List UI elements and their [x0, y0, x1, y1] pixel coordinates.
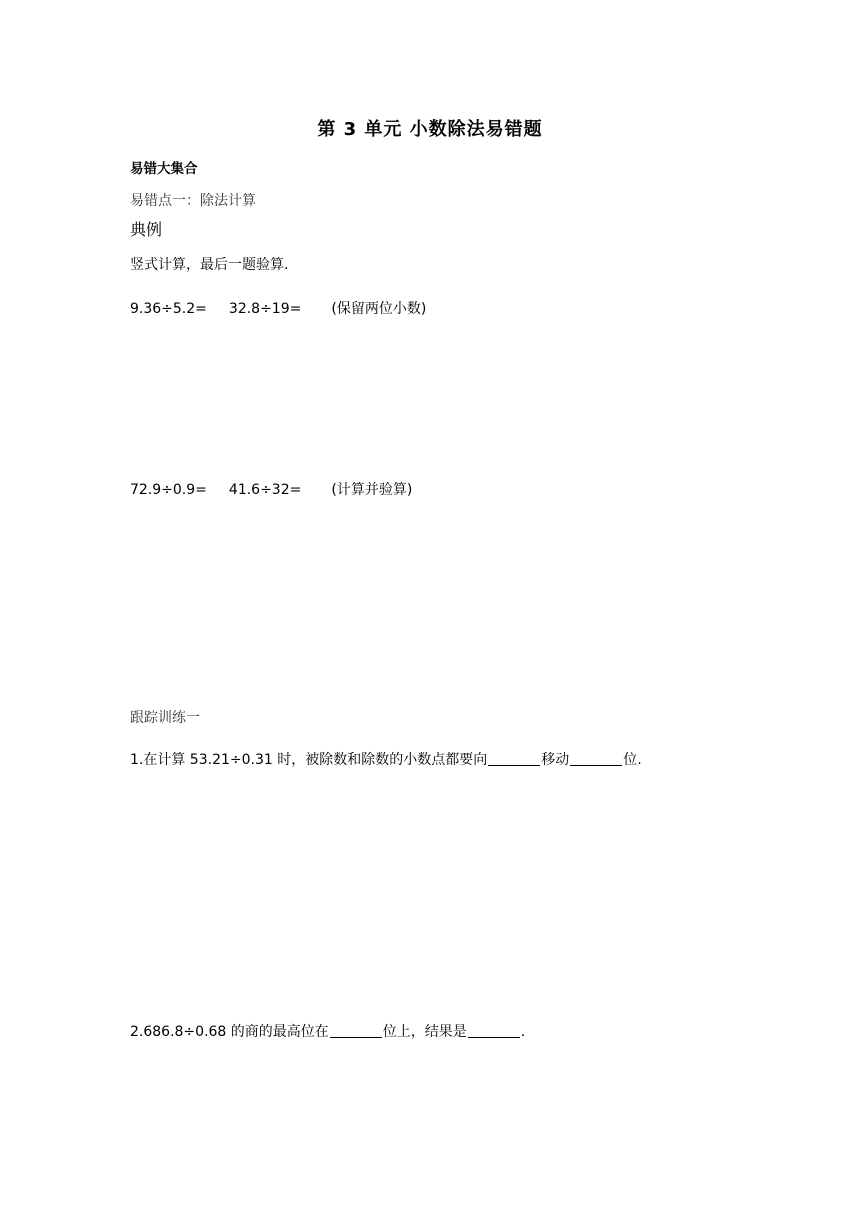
expression-4: 41.6÷32=	[228, 482, 302, 498]
question-2	[130, 1021, 525, 1041]
expression-1: 9.36÷5.2=	[130, 301, 207, 317]
error-point-heading: 易错点一：除法计算	[130, 193, 256, 209]
page-title: 第 3 单元 小数除法易错题	[317, 119, 543, 140]
follow-up-heading: 跟踪训练一	[130, 710, 200, 726]
answer-blank-result[interactable]	[468, 1023, 520, 1038]
expression-note-2: (计算并验算)	[331, 482, 413, 498]
question-2-text-c: .	[520, 1024, 526, 1040]
example-line-2	[130, 479, 412, 499]
example-label: 典例	[130, 220, 163, 239]
question-1	[130, 749, 642, 769]
answer-blank-places[interactable]	[570, 751, 622, 766]
expression-note: (保留两位小数)	[331, 301, 427, 317]
question-1-text-a: 1.在计算 53.21÷0.31 时，被除数和除数的小数点都要向	[130, 752, 488, 768]
question-2-text-a: 2.686.8÷0.68 的商的最高位在	[130, 1024, 329, 1040]
expression-3: 72.9÷0.9=	[130, 482, 207, 498]
example-line-1	[130, 298, 426, 318]
question-1-text-c: 位.	[623, 752, 642, 768]
instruction-text: 竖式计算，最后一题验算.	[130, 257, 289, 273]
question-1-text-b: 移动	[541, 752, 570, 768]
answer-blank-direction[interactable]	[488, 751, 540, 766]
answer-blank-highest-place[interactable]	[330, 1023, 382, 1038]
section-heading: 易错大集合	[130, 161, 198, 177]
expression-2: 32.8÷19=	[228, 301, 302, 317]
question-2-text-b: 位上，结果是	[382, 1024, 467, 1040]
